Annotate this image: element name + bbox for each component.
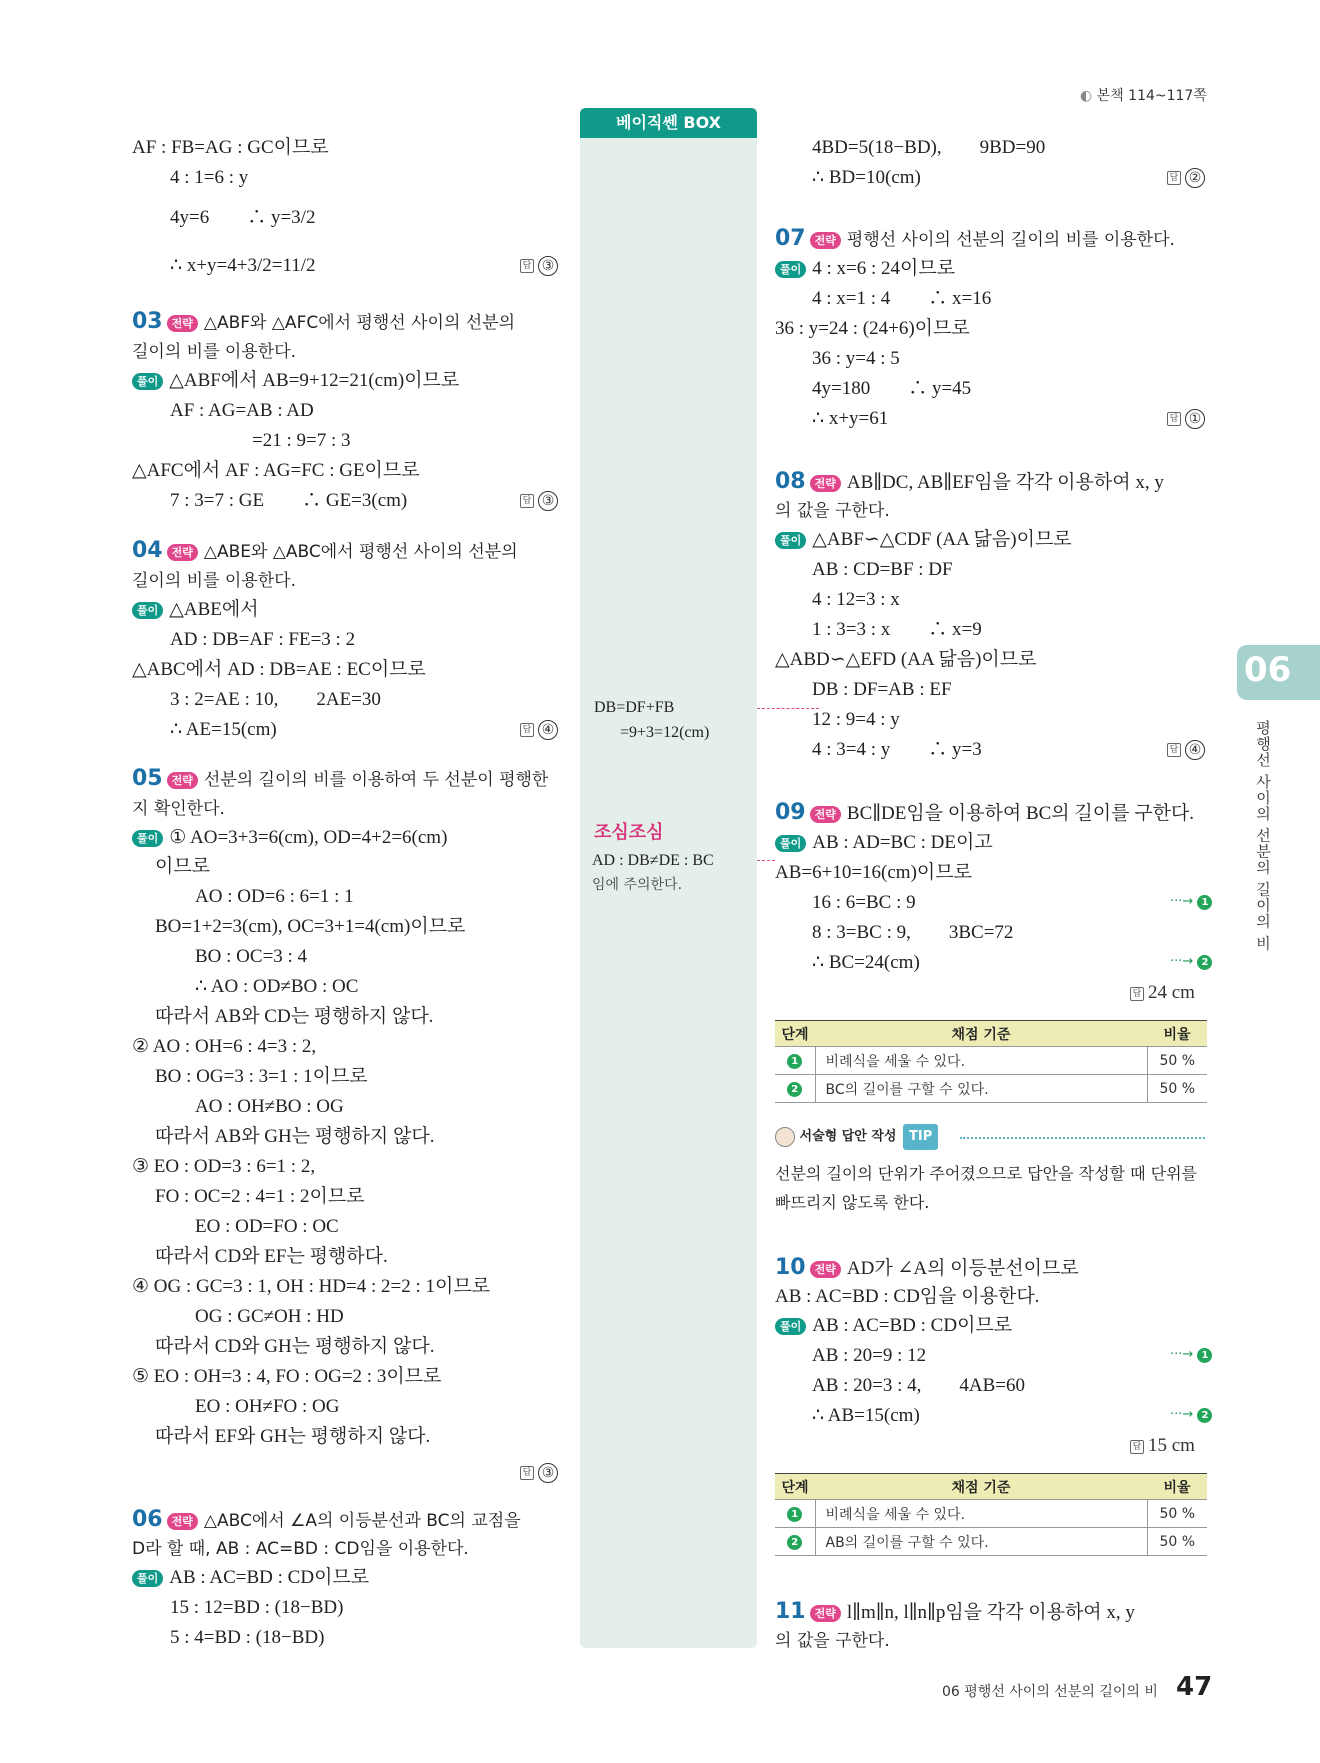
- text-line: 의 값을 구한다.: [775, 501, 890, 521]
- answer-04: 답 ④: [520, 718, 558, 740]
- box-note: DB=DF+FB: [594, 699, 675, 716]
- text-line: 4 : 3=4 : y ∴ y=3: [812, 739, 982, 760]
- text-line: ③ EO : OD=3 : 6=1 : 2,: [132, 1156, 316, 1177]
- answer-08: 답 ④: [1167, 738, 1205, 760]
- text-line: ∴ AB=15(cm): [812, 1405, 920, 1426]
- text-line: =21 : 9=7 : 3: [252, 430, 351, 451]
- problem-03-strategy: 03 전략 △ABF와 △AFC에서 평행선 사이의 선분의: [132, 309, 516, 334]
- step-marker: ···→ 2: [1170, 1407, 1212, 1423]
- text-line: D라 할 때, AB : AC=BD : CD임을 이용한다.: [132, 1539, 469, 1559]
- text-line: 지 확인한다.: [132, 799, 225, 819]
- problem-09-solution: 풀이 AB : AD=BC : DE이고: [775, 829, 993, 857]
- text-line: 4y=6 ∴ y=3/2: [170, 207, 316, 228]
- problem-05-strategy: 05 전략 선분의 길이의 비를 이용하여 두 선분이 평행한: [132, 766, 549, 791]
- tip-text: 선분의 길이의 단위가 주어졌으므로 답안을 작성할 때 단위를: [775, 1164, 1198, 1183]
- table-row: 2 AB의 길이를 구할 수 있다. 50 %: [775, 1528, 1207, 1556]
- book-icon: ◐: [1080, 88, 1093, 104]
- text-line: 이므로: [155, 856, 211, 877]
- col-header: 비율: [1147, 1474, 1207, 1500]
- text-line: 4 : 1=6 : y: [170, 167, 249, 188]
- answer-icon: 답: [520, 723, 534, 737]
- page-number: 47: [1176, 1672, 1213, 1702]
- grading-table-10: [775, 1473, 1207, 1556]
- problem-10-strategy: 10 전략 AD가 ∠A의 이등분선이므로: [775, 1255, 1079, 1280]
- text-line: 4y=180 ∴ y=45: [812, 378, 972, 399]
- tip-divider: [960, 1137, 1205, 1139]
- text-line: AD : DB=AF : FE=3 : 2: [170, 629, 356, 650]
- caution-title: 조심조심: [594, 822, 664, 843]
- text-line: BO=1+2=3(cm), OC=3+1=4(cm)이므로: [155, 916, 466, 937]
- problem-04-solution: 풀이 △ABE에서: [132, 596, 259, 624]
- page-reference: ◐ 본책 114~117쪽: [1080, 88, 1207, 104]
- chapter-tab-number: 06: [1244, 650, 1292, 690]
- text-line: EO : OD=FO : OC: [195, 1216, 339, 1237]
- text-line: ② AO : OH=6 : 4=3 : 2,: [132, 1036, 317, 1057]
- problem-10-solution: 풀이 AB : AC=BD : CD이므로: [775, 1312, 1012, 1340]
- text-line: △AFC에서 AF : AG=FC : GE이므로: [132, 460, 420, 481]
- text-line: ④ OG : GC=3 : 1, OH : HD=4 : 2=2 : 1이므로: [132, 1276, 491, 1297]
- text-line: ∴ x+y=4+3/2=11/2: [170, 255, 316, 276]
- answer-icon: 답: [1167, 171, 1181, 185]
- table-row: 2 BC의 길이를 구할 수 있다. 50 %: [775, 1075, 1207, 1103]
- text-line: 따라서 AB와 CD는 평행하지 않다.: [155, 1006, 434, 1027]
- problem-08-solution: 풀이 △ABF∽△CDF (AA 닮음)이므로: [775, 526, 1072, 554]
- box-note: =9+3=12(cm): [620, 724, 710, 741]
- text-line: 따라서 AB와 GH는 평행하지 않다.: [155, 1126, 435, 1147]
- text-line: 4 : 12=3 : x: [812, 589, 900, 610]
- step-marker: ···→ 1: [1170, 1347, 1212, 1363]
- text-line: △ABD∽△EFD (AA 닮음)이므로: [775, 649, 1037, 670]
- col-header: 채점 기준: [815, 1474, 1147, 1500]
- text-line: 5 : 4=BD : (18−BD): [170, 1627, 325, 1648]
- answer-07: 답 ①: [1167, 407, 1205, 429]
- chapter-tab-title: 평행선 사이의 선분의 길이의 비: [1254, 720, 1272, 952]
- text-line: 길이의 비를 이용한다.: [132, 342, 297, 362]
- step-marker: ···→ 2: [1170, 954, 1212, 970]
- answer-icon: 답: [520, 259, 534, 273]
- text-line: 의 값을 구한다.: [775, 1631, 890, 1651]
- box-note: 임에 주의한다.: [592, 877, 683, 893]
- problem-09-strategy: 09 전략 BC∥DE임을 이용하여 BC의 길이를 구한다.: [775, 800, 1195, 825]
- text-line: AB=6+10=16(cm)이므로: [775, 862, 972, 883]
- text-line: △ABC에서 AD : DB=AE : EC이므로: [132, 659, 426, 680]
- text-line: 36 : y=24 : (24+6)이므로: [775, 318, 970, 339]
- problem-06-strategy: 06 전략 △ABC에서 ∠A의 이등분선과 BC의 교점을: [132, 1507, 521, 1532]
- footer-title: 06 평행선 사이의 선분의 길이의 비: [942, 1684, 1158, 1700]
- text-line: OG : GC≠OH : HD: [195, 1306, 344, 1327]
- text-line: 15 : 12=BD : (18−BD): [170, 1597, 344, 1618]
- box-note: AD : DB≠DE : BC: [592, 852, 714, 869]
- answer-02: 답 ③: [520, 254, 558, 276]
- problem-04-strategy: 04 전략 △ABE와 △ABC에서 평행선 사이의 선분의: [132, 538, 518, 563]
- text-line: 길이의 비를 이용한다.: [132, 571, 297, 591]
- answer-icon: 답: [1167, 412, 1181, 426]
- col-header: 비율: [1147, 1021, 1207, 1047]
- text-line: 4BD=5(18−BD), 9BD=90: [812, 137, 1046, 158]
- note-connector: [757, 708, 819, 709]
- text-line: ∴ AO : OD≠BO : OC: [195, 976, 359, 997]
- text-line: BO : OC=3 : 4: [195, 946, 308, 967]
- text-line: 12 : 9=4 : y: [812, 709, 900, 730]
- tip-header: 서술형 답안 작성 TIP: [775, 1124, 938, 1150]
- col-header: 단계: [775, 1021, 815, 1047]
- text-line: 36 : y=4 : 5: [812, 348, 900, 369]
- text-line: AF : AG=AB : AD: [170, 400, 314, 421]
- table-row: 1 비례식을 세울 수 있다. 50 %: [775, 1500, 1207, 1528]
- tip-text: 빠뜨리지 않도록 한다.: [775, 1193, 930, 1212]
- basic-box-title: 베이직쎈 BOX: [580, 108, 757, 138]
- answer-icon: 답: [1130, 1440, 1144, 1454]
- text-line: 1 : 3=3 : x ∴ x=9: [812, 619, 982, 640]
- answer-icon: 답: [1130, 987, 1144, 1001]
- text-line: ∴ BD=10(cm): [812, 167, 921, 188]
- text-line: FO : OC=2 : 4=1 : 2이므로: [155, 1186, 365, 1207]
- text-line: 따라서 CD와 EF는 평행하다.: [155, 1246, 388, 1267]
- mascot-icon: [775, 1127, 795, 1147]
- text-line: 따라서 EF와 GH는 평행하지 않다.: [155, 1426, 431, 1447]
- problem-03-solution: 풀이 △ABF에서 AB=9+12=21(cm)이므로: [132, 367, 459, 395]
- answer-icon: 답: [1167, 743, 1181, 757]
- problem-07-strategy: 07 전략 평행선 사이의 선분의 길이의 비를 이용한다.: [775, 226, 1175, 251]
- problem-05-solution: 풀이 ① AO=3+3=6(cm), OD=4+2=6(cm): [132, 824, 447, 852]
- col-header: 채점 기준: [815, 1021, 1147, 1047]
- text-line: AO : OD=6 : 6=1 : 1: [195, 886, 354, 907]
- problem-07-solution: 풀이 4 : x=6 : 24이므로: [775, 255, 955, 283]
- text-line: ⑤ EO : OH=3 : 4, FO : OG=2 : 3이므로: [132, 1366, 442, 1387]
- text-line: AO : OH≠BO : OG: [195, 1096, 344, 1117]
- answer-10: 답 15 cm: [1130, 1435, 1195, 1457]
- text-line: EO : OH≠FO : OG: [195, 1396, 340, 1417]
- text-line: ∴ x+y=61: [812, 408, 889, 429]
- note-connector: [757, 860, 775, 861]
- col-header: 단계: [775, 1474, 815, 1500]
- answer-06: 답 ②: [1167, 166, 1205, 188]
- text-line: ∴ AE=15(cm): [170, 719, 277, 740]
- answer-icon: 답: [520, 494, 534, 508]
- answer-icon: 답: [520, 1466, 534, 1480]
- text-line: 8 : 3=BC : 9, 3BC=72: [812, 922, 1014, 943]
- text-line: 따라서 CD와 GH는 평행하지 않다.: [155, 1336, 435, 1357]
- text-line: 4 : x=1 : 4 ∴ x=16: [812, 288, 992, 309]
- text-line: AB : AC=BD : CD임을 이용한다.: [775, 1286, 1040, 1307]
- text-line: ∴ BC=24(cm): [812, 952, 920, 973]
- answer-03: 답 ③: [520, 489, 558, 511]
- text-line: BO : OG=3 : 3=1 : 1이므로: [155, 1066, 368, 1087]
- text-line: AF : FB=AG : GC이므로: [132, 137, 329, 158]
- text-line: AB : 20=3 : 4, 4AB=60: [812, 1375, 1026, 1396]
- problem-11-strategy: 11 전략 l∥m∥n, l∥n∥p임을 각각 이용하여 x, y: [775, 1599, 1135, 1624]
- step-marker: ···→ 1: [1170, 894, 1212, 910]
- answer-09: 답 24 cm: [1130, 982, 1195, 1004]
- text-line: 16 : 6=BC : 9: [812, 892, 916, 913]
- text-line: AB : 20=9 : 12: [812, 1345, 927, 1366]
- problem-08-strategy: 08 전략 AB∥DC, AB∥EF임을 각각 이용하여 x, y: [775, 469, 1164, 494]
- problem-06-solution: 풀이 AB : AC=BD : CD이므로: [132, 1564, 369, 1592]
- text-line: AB : CD=BF : DF: [812, 559, 953, 580]
- grading-table-09: [775, 1020, 1207, 1103]
- answer-05: 답 ③: [520, 1461, 558, 1483]
- text-line: 3 : 2=AE : 10, 2AE=30: [170, 689, 381, 710]
- text-line: 7 : 3=7 : GE ∴ GE=3(cm): [170, 490, 408, 511]
- table-row: 1 비례식을 세울 수 있다. 50 %: [775, 1047, 1207, 1075]
- text-line: DB : DF=AB : EF: [812, 679, 952, 700]
